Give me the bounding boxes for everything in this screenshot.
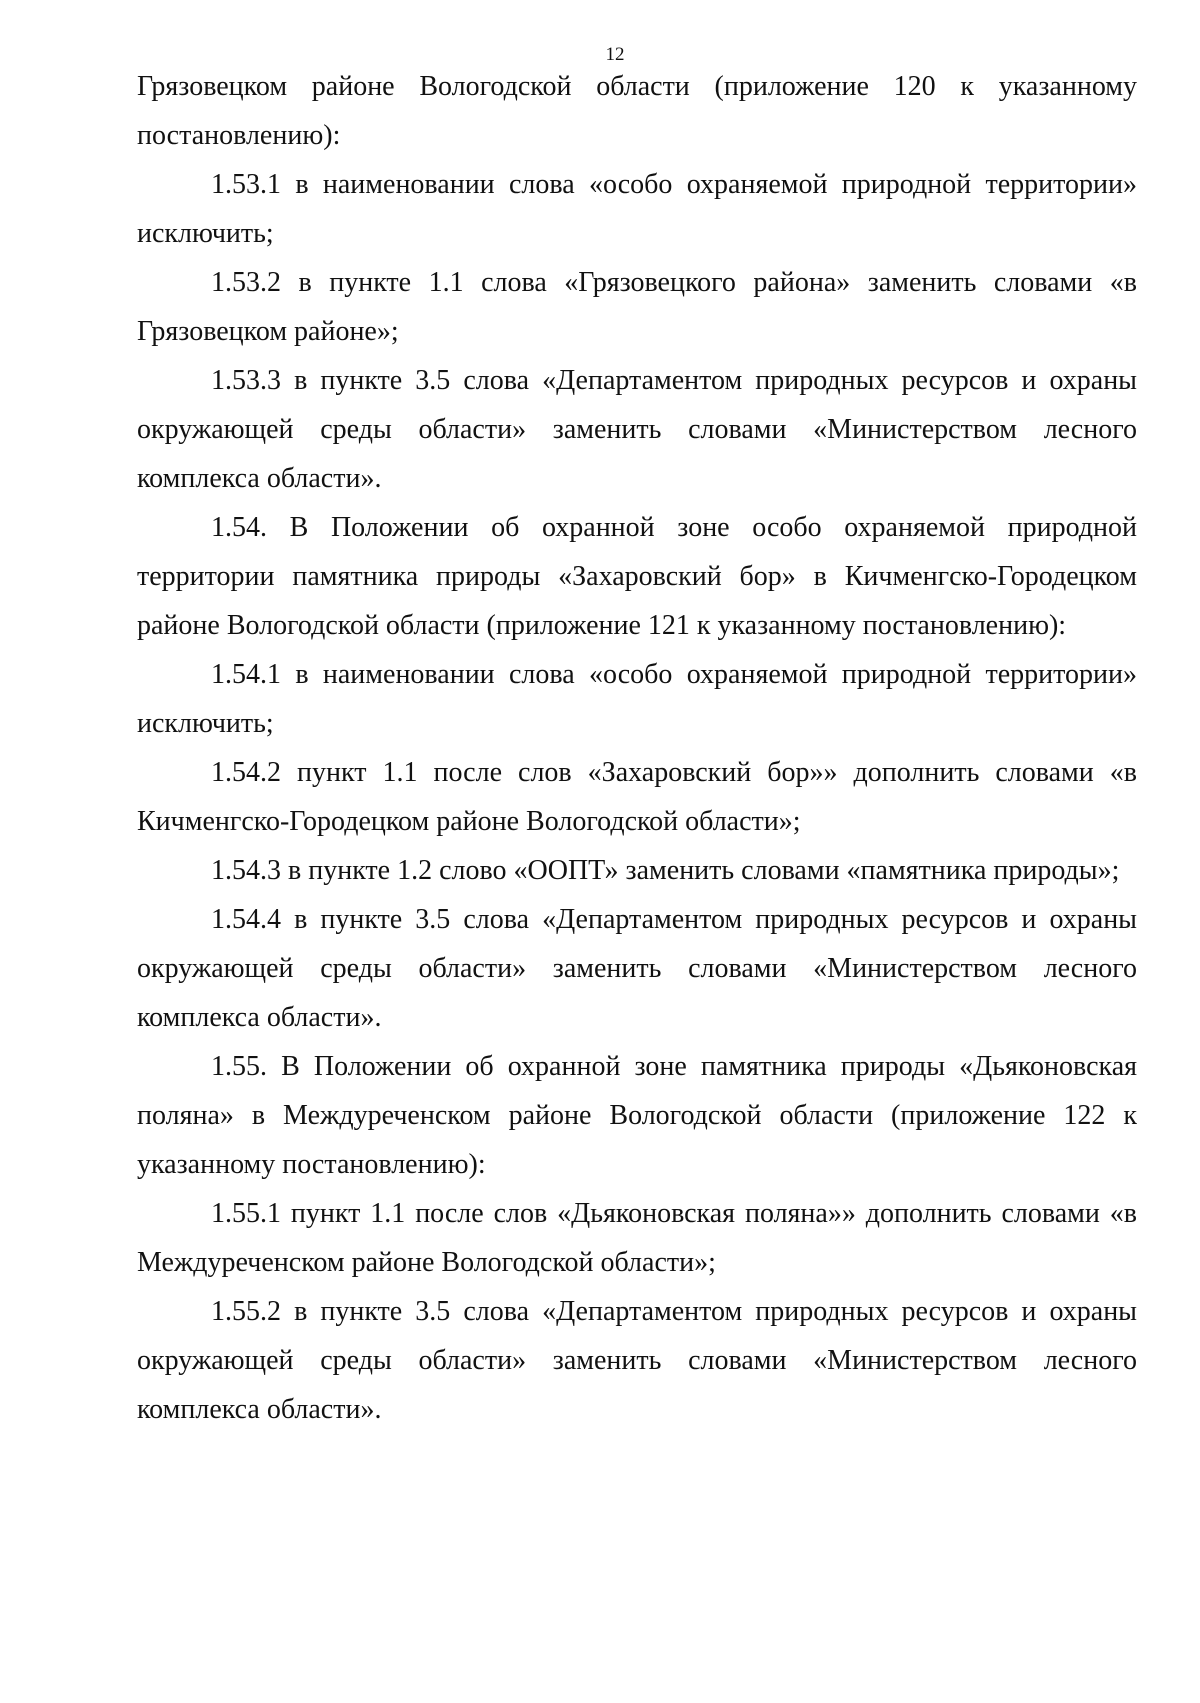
paragraph-1-54-3: 1.54.3 в пункте 1.2 слово «ООПТ» заменить словами «памятника природы»; [211, 855, 1120, 886]
paragraph-1-54-4: 1.54.4 в пункте 3.5 слова «Департаментом природных ресурсов и охраны окружающей среды области» заменить словами «Министерством лесного комплекса области». [137, 904, 1137, 1033]
paragraph-1-54-1: 1.54.1 в наименовании слова «особо охраняемой природной территории» исключить; [137, 659, 1137, 739]
document-body [137, 62, 1137, 1434]
paragraph-1-55-1: 1.55.1 пункт 1.1 после слов «Дьяконовская поляна»» дополнить словами «в Междуреченском районе Вологодской области»; [137, 1198, 1137, 1278]
paragraph-1-55: 1.55. В Положении об охранной зоне памятника природы «Дьяконовская поляна» в Междуреченском районе Вологодской области (приложение 122 к указанному постановлению): [137, 1051, 1137, 1180]
paragraph-1-53-2: 1.53.2 в пункте 1.1 слова «Грязовецкого района» заменить словами «в Грязовецком районе»; [137, 267, 1137, 347]
paragraph-1-53-1: 1.53.1 в наименовании слова «особо охраняемой природной территории» исключить; [137, 169, 1137, 249]
paragraph-1-53-3: 1.53.3 в пункте 3.5 слова «Департаментом природных ресурсов и охраны окружающей среды области» заменить словами «Министерством лесного комплекса области». [137, 365, 1137, 494]
page-number: 12 [605, 44, 625, 65]
paragraph-1-55-2: 1.55.2 в пункте 3.5 слова «Департаментом природных ресурсов и охраны окружающей среды области» заменить словами «Министерством лесного комплекса области». [137, 1296, 1137, 1425]
paragraph-1-54-2: 1.54.2 пункт 1.1 после слов «Захаровский бор»» дополнить словами «в Кичменгско-Городецком районе Вологодской области»; [137, 757, 1137, 837]
paragraph-continuation: Грязовецком районе Вологодской области (приложение 120 к указанному постановлению): [137, 71, 1137, 151]
paragraph-1-54: 1.54. В Положении об охранной зоне особо охраняемой природной территории памятника природы «Захаровский бор» в Кичменгско-Городецком районе Вологодской области (приложение 121 к указанному постановлению): [137, 512, 1137, 641]
